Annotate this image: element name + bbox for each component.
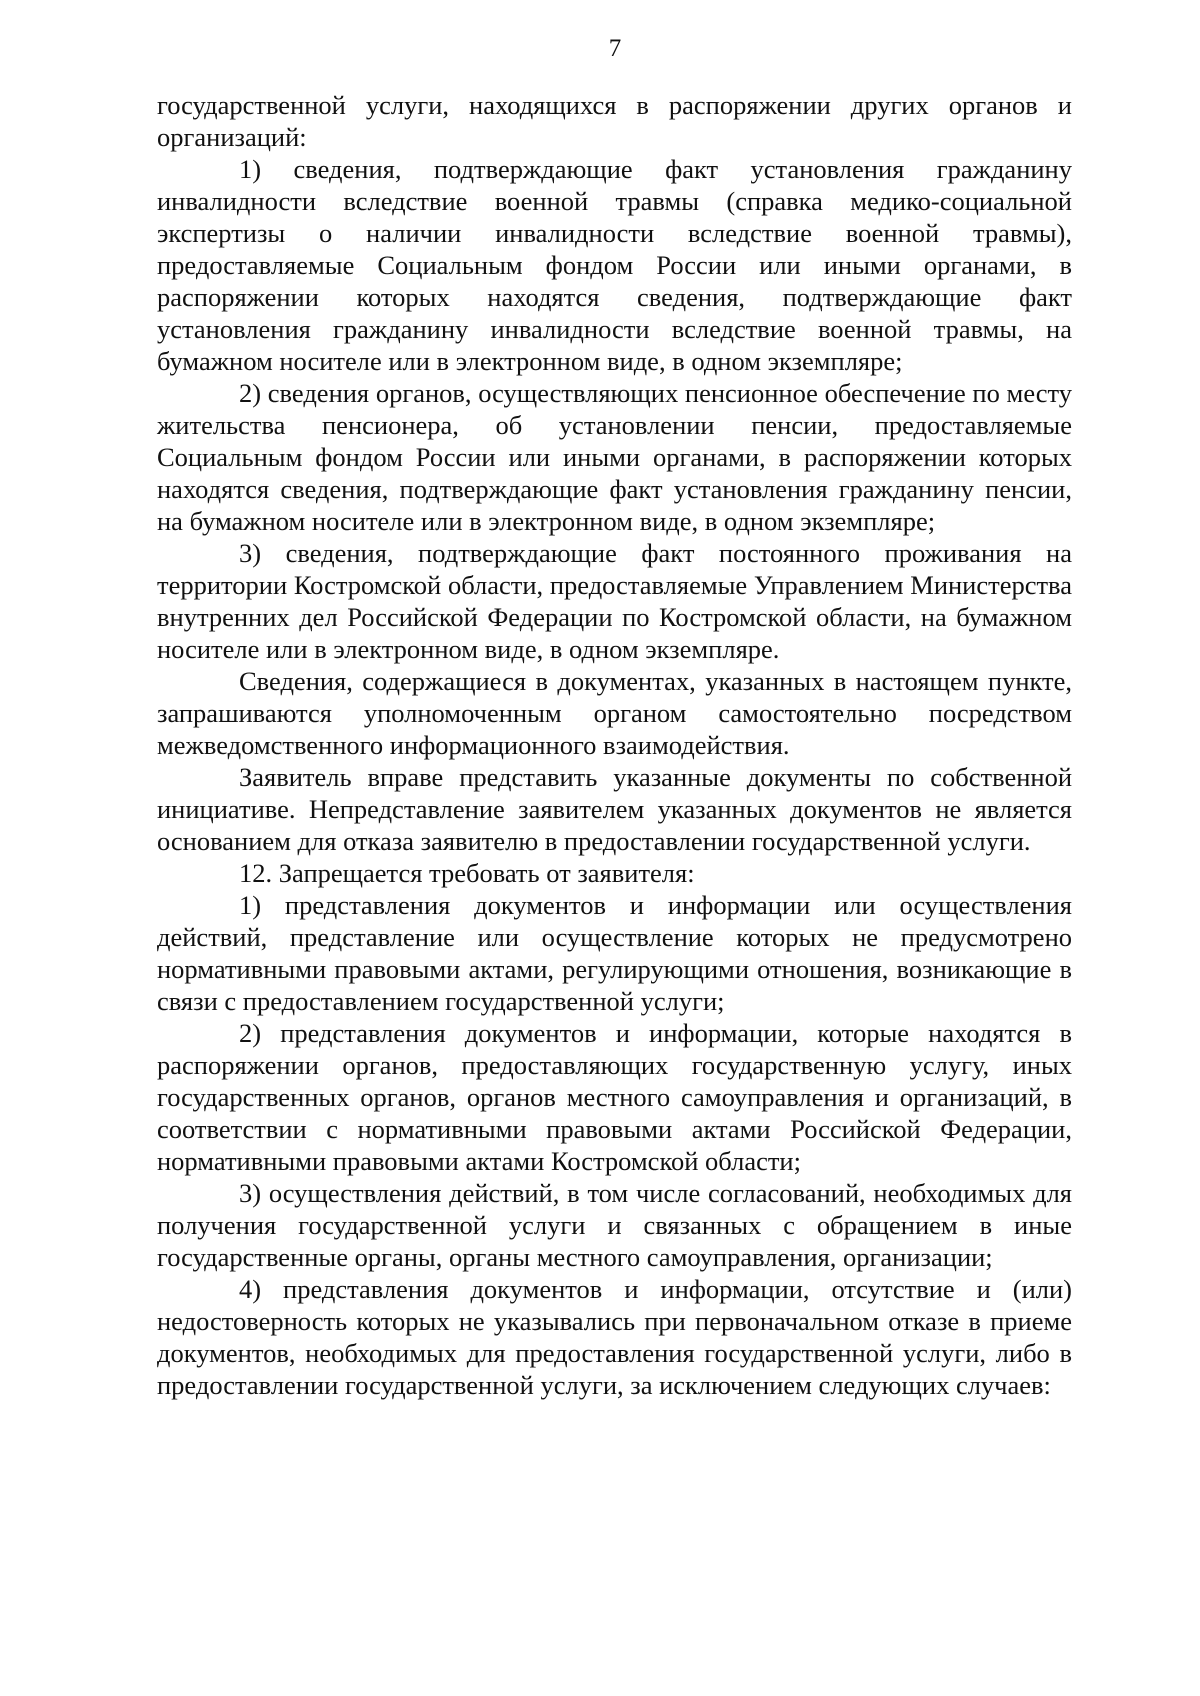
paragraph-prohibition-3: 3) осуществления действий, в том числе согласований, необходимых для получения государственной услуги и связанных с обращением в иные государственные органы, органы местного самоуправления, организации; bbox=[157, 1178, 1072, 1272]
document-body bbox=[157, 89, 1072, 1401]
paragraph-applicant-right: Заявитель вправе представить указанные документы по собственной инициативе. Непредставление заявителем указанных документов не является основанием для отказа заявителю в предоставлении государственной услуги. bbox=[157, 762, 1072, 856]
paragraph-section-12-heading: 12. Запрещается требовать от заявителя: bbox=[239, 858, 695, 888]
paragraph-continuation: государственной услуги, находящихся в распоряжении других органов и организаций: bbox=[157, 90, 1072, 152]
paragraph-prohibition-4: 4) представления документов и информации, отсутствие и (или) недостоверность которых не указывались при первоначальном отказе в приеме документов, необходимых для предоставления государственной услуги, либо в предоставлении государственной услуги, за исключением следующих случаев: bbox=[157, 1274, 1072, 1400]
paragraph-prohibition-2: 2) представления документов и информации, которые находятся в распоряжении органов, предоставляющих государственную услугу, иных государственных органов, органов местного самоуправления и организаций, в соответствии с нормативными правовыми актами Российской Федерации, нормативными правовыми актами Костромской области; bbox=[157, 1018, 1072, 1176]
paragraph-prohibition-1: 1) представления документов и информации или осуществления действий, представление или осуществление которых не предусмотрено нормативными правовыми актами, регулирующими отношения, возникающие в связи с предоставлением государственной услуги; bbox=[157, 890, 1072, 1016]
page-number: 7 bbox=[608, 35, 622, 62]
paragraph-interagency-request: Сведения, содержащиеся в документах, указанных в настоящем пункте, запрашиваются уполномоченным органом самостоятельно посредством межведомственного информационного взаимодействия. bbox=[157, 666, 1072, 760]
paragraph-item-3-residence-info: 3) сведения, подтверждающие факт постоянного проживания на территории Костромской области, предоставляемые Управлением Министерства внутренних дел Российской Федерации по Костромской области, на бумажном носителе или в электронном виде, в одном экземпляре. bbox=[157, 538, 1072, 664]
paragraph-item-2-pension-info: 2) сведения органов, осуществляющих пенсионное обеспечение по месту жительства пенсионера, об установлении пенсии, предоставляемые Социальным фондом России или иными органами, в распоряжении которых находятся сведения, подтверждающие факт установления гражданину пенсии, на бумажном носителе или в электронном виде, в одном экземпляре; bbox=[157, 378, 1072, 536]
paragraph-item-1-disability-info: 1) сведения, подтверждающие факт установления гражданину инвалидности вследствие военной травмы (справка медико-социальной экспертизы о наличии инвалидности вследствие военной травмы), предоставляемые Социальным фондом России или иными органами, в распоряжении которых находятся сведения, подтверждающие факт установления гражданину инвалидности вследствие военной травмы, на бумажном носителе или в электронном виде, в одном экземпляре; bbox=[157, 154, 1072, 376]
